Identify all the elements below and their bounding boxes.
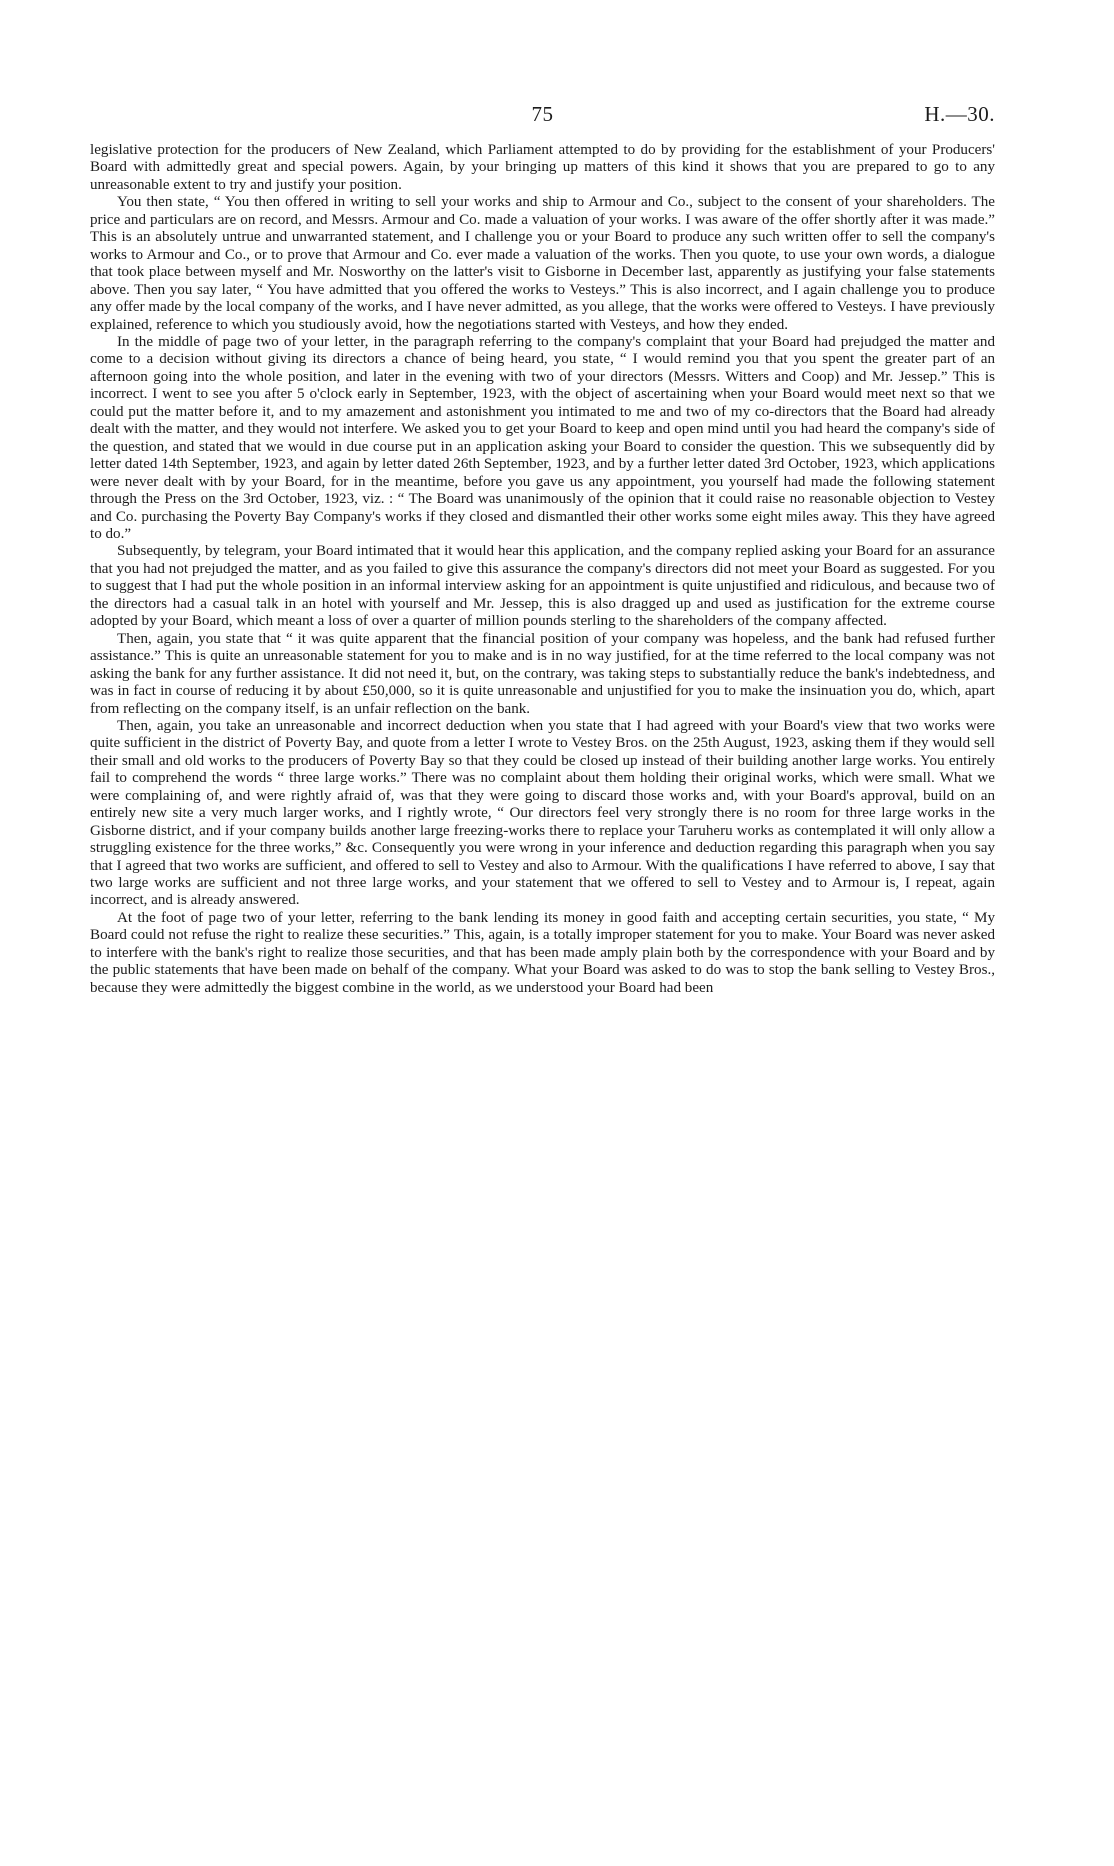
paragraph-3: In the middle of page two of your letter, in the paragraph referring to the company's complaint that your Board had prejudged the matter and come to a decision without giving its directors a chance of being heard, you state, “ I would remind you that you spent the greater part of an afternoon going into the whole position, and later in the evening with two of your directors (Messrs. Witters and Coop) and Mr. Jessep.” This is incorrect. I went to see you after 5 o'clock early in September, 1923, with the object of ascertaining when your Board would meet next so that we could put the matter before it, and to my amazement and astonishment you intimated to me and two of my co-directors that the Board had already dealt with the matter, and they would not interfere. We asked you to get your Board to keep and open mind until you had heard the company's side of the question, and stated that we would in due course put in an application asking your Board to consider the question. This we subsequently did by letter dated 14th September, 1923, and again by letter dated 26th September, 1923, and by a further letter dated 3rd October, 1923, which applications were never dealt with by your Board, for in the meantime, before you gave us any appointment, you yourself had made the following statement through the Press on the 3rd October, 1923, viz. : “ The Board was unanimously of the opinion that it could raise no reasonable objection to Vestey and Co. purchasing the Poverty Bay Company's works if they closed and dismantled their other works some eight miles away. This they have agreed to do.” bbox=[90, 333, 995, 542]
page-header bbox=[90, 96, 995, 142]
paragraph-1: legislative protection for the producers of New Zealand, which Parliament attempted to do by providing for the establishment of your Producers' Board with admittedly great and special powers. Again, by your bringing up matters of this kind it shows that you are prepared to go to any unreasonable extent to try and justify your position. bbox=[90, 142, 995, 193]
paragraph-7: At the foot of page two of your letter, referring to the bank lending its money in good faith and accepting certain securities, you state, “ My Board could not refuse the right to realize these securities.” This, again, is a totally improper statement for you to make. Your Board was never asked to interfere with the bank's right to realize those securities, and that has been made amply plain both by the correspondence with your Board and by the public statements that have been made on behalf of the company. What your Board was asked to do was to stop the bank selling to Vestey Bros., because they were admittedly the biggest combine in the world, as we understood your Board had been bbox=[90, 909, 995, 996]
body-text bbox=[90, 142, 995, 997]
paragraph-4: Subsequently, by telegram, your Board intimated that it would hear this application, and the company replied asking your Board for an assurance that you had not prejudged the matter, and as you failed to give this assurance the company's directors did not meet your Board as suggested. For you to suggest that I had put the whole position in an informal interview asking for an appointment is quite unjustified and ridiculous, and because two of the directors had a casual talk in an hotel with yourself and Mr. Jessep, this is also dragged up and used as justification for the extreme course adopted by your Board, which meant a loss of over a quarter of million pounds sterling to the shareholders of the company affected. bbox=[90, 543, 995, 630]
document-reference: H.—30. bbox=[924, 102, 995, 126]
document-page bbox=[90, 96, 995, 1836]
paragraph-2: You then state, “ You then offered in writing to sell your works and ship to Armour and Co., subject to the consent of your shareholders. The price and particulars are on record, and Messrs. Armour and Co. made a valuation of your works. I was aware of the offer shortly after it was made.” This is an absolutely untrue and unwarranted statement, and I challenge you or your Board to produce any such written offer to sell the company's works to Armour and Co., or to prove that Armour and Co. ever made a valuation of the works. Then you quote, to use your own words, a dialogue that took place between myself and Mr. Nosworthy on the latter's visit to Gisborne in December last, apparently as justifying your false statements above. Then you say later, “ You have admitted that you offered the works to Vesteys.” This is also incorrect, and I again challenge you to produce any offer made by the local company of the works, and I have never admitted, as you allege, that the works were offered to Vesteys. I have previously explained, reference to which you studiously avoid, how the negotiations started with Vesteys, and how they ended. bbox=[90, 194, 995, 333]
paragraph-6: Then, again, you take an unreasonable and incorrect deduction when you state that I had agreed with your Board's view that two works were quite sufficient in the district of Poverty Bay, and quote from a letter I wrote to Vestey Bros. on the 25th August, 1923, asking them if they would sell their small and old works to the producers of Poverty Bay so that they could be closed up instead of their building another large works. You entirely fail to comprehend the words “ three large works.” There was no complaint about them holding their original works, which were small. What we were complaining of, and were rightly afraid of, was that they were going to discard those works and, with your Board's approval, build on an entirely new site a very much larger works, and I rightly wrote, “ Our directors feel very strongly there is no room for three large works in the Gisborne district, and if your company builds another large freezing-works there to replace your Taruheru works as contemplated it will only allow a struggling existence for the three works,” &c. Consequently you were wrong in your inference and deduction regarding this paragraph when you say that I agreed that two works are sufficient, and offered to sell to Vestey and also to Armour. With the qualifications I have referred to above, I say that two large works are sufficient and not three large works, and your statement that we offered to sell to Vestey and to Armour is, I repeat, again incorrect, and is already answered. bbox=[90, 717, 995, 909]
paragraph-5: Then, again, you state that “ it was quite apparent that the financial position of your company was hopeless, and the bank had refused further assistance.” This is quite an unreasonable statement for you to make and is in no way justified, for at the time referred to the local company was not asking the bank for any further assistance. It did not need it, but, on the contrary, was taking steps to substantially reduce the bank's indebtedness, and was in fact in course of reducing it by about £50,000, so it is quite unreasonable and unjustified for you to make the insinuation you do, which, apart from reflecting on the company itself, is an unfair reflection on the bank. bbox=[90, 630, 995, 717]
page-number: 75 bbox=[531, 102, 554, 126]
